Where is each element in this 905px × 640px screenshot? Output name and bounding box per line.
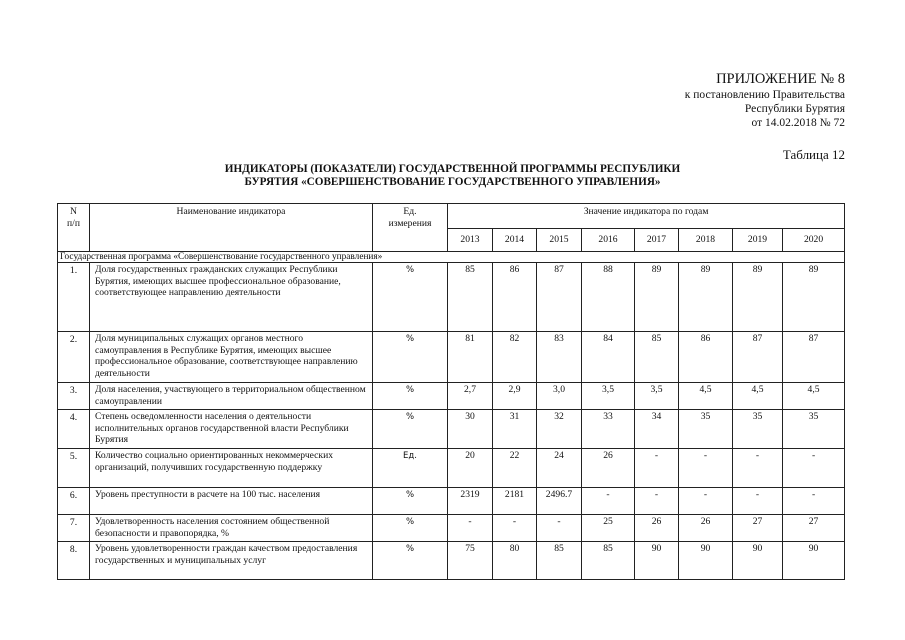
header-number: N п/п — [58, 204, 90, 252]
indicator-name: Удовлетворенность населения состоянием общественной безопасности и правопорядка, % — [90, 515, 373, 542]
value-cell: 85 — [448, 263, 493, 332]
section-label: Государственная программа «Совершенствование государственного управления» — [58, 252, 845, 263]
year-header: 2015 — [537, 229, 582, 252]
year-header: 2019 — [733, 229, 783, 252]
header-unit: Ед. измерения — [373, 204, 448, 252]
approval-line-3: от 14.02.2018 № 72 — [751, 117, 845, 129]
unit-cell: % — [373, 383, 448, 410]
header-values-group: Значение индикатора по годам — [448, 204, 845, 229]
row-number: 8. — [58, 542, 90, 580]
year-header: 2013 — [448, 229, 493, 252]
value-cell: - — [537, 515, 582, 542]
unit-cell: % — [373, 542, 448, 580]
value-cell: 87 — [733, 332, 783, 383]
year-header: 2014 — [493, 229, 537, 252]
value-cell: 20 — [448, 449, 493, 488]
value-cell: 88 — [582, 263, 635, 332]
value-cell: 75 — [448, 542, 493, 580]
value-cell: - — [733, 488, 783, 515]
indicator-name: Степень осведомленности населения о деятельности исполнительных органов государственной власти Республики Бурятия — [90, 410, 373, 449]
value-cell: 22 — [493, 449, 537, 488]
indicator-name: Уровень преступности в расчете на 100 тыс. населения — [90, 488, 373, 515]
value-cell: 85 — [635, 332, 679, 383]
value-cell: 27 — [783, 515, 845, 542]
value-cell: - — [783, 449, 845, 488]
indicator-name: Доля государственных гражданских служащих Республики Бурятия, имеющих высшее профессиональное образование, соответствующее направлению деятельности — [90, 263, 373, 332]
value-cell: 2,9 — [493, 383, 537, 410]
value-cell: 2319 — [448, 488, 493, 515]
value-cell: 90 — [733, 542, 783, 580]
table-row — [58, 449, 845, 488]
value-cell: 33 — [582, 410, 635, 449]
value-cell: 80 — [493, 542, 537, 580]
value-cell: 4,5 — [733, 383, 783, 410]
value-cell: - — [679, 488, 733, 515]
row-number: 4. — [58, 410, 90, 449]
header-name: Наименование индикатора — [90, 204, 373, 252]
value-cell: 90 — [679, 542, 733, 580]
value-cell: - — [679, 449, 733, 488]
indicator-name: Доля муниципальных служащих органов местного самоуправления в Республике Бурятия, имеющих высшее профессиональное образование, соответствующее направлению деятельности — [90, 332, 373, 383]
table-row — [58, 542, 845, 580]
table-row — [58, 332, 845, 383]
table-row — [58, 488, 845, 515]
value-cell: - — [635, 449, 679, 488]
value-cell: 90 — [783, 542, 845, 580]
approval-block — [685, 70, 845, 130]
title-line-1: ИНДИКАТОРЫ (ПОКАЗАТЕЛИ) ГОСУДАРСТВЕННОЙ ПРОГРАММЫ РЕСПУБЛИКИ — [224, 163, 681, 175]
value-cell: 26 — [635, 515, 679, 542]
value-cell: 30 — [448, 410, 493, 449]
value-cell: 2496.7 — [537, 488, 582, 515]
year-header: 2016 — [582, 229, 635, 252]
value-cell: 2181 — [493, 488, 537, 515]
value-cell: 35 — [783, 410, 845, 449]
year-header: 2017 — [635, 229, 679, 252]
value-cell: 83 — [537, 332, 582, 383]
value-cell: 85 — [537, 542, 582, 580]
value-cell: 3,5 — [582, 383, 635, 410]
section-row — [58, 252, 845, 263]
value-cell: 32 — [537, 410, 582, 449]
unit-cell: % — [373, 332, 448, 383]
value-cell: 3,0 — [537, 383, 582, 410]
indicator-name: Уровень удовлетворенности граждан качеством предоставления государственных и муниципальных услуг — [90, 542, 373, 580]
value-cell: 35 — [733, 410, 783, 449]
row-number: 1. — [58, 263, 90, 332]
approval-line-2: Республики Бурятия — [744, 103, 845, 115]
value-cell: 89 — [733, 263, 783, 332]
value-cell: 89 — [679, 263, 733, 332]
value-cell: 27 — [733, 515, 783, 542]
value-cell: 87 — [537, 263, 582, 332]
value-cell: - — [783, 488, 845, 515]
value-cell: - — [448, 515, 493, 542]
row-number: 7. — [58, 515, 90, 542]
value-cell: 35 — [679, 410, 733, 449]
value-cell: 86 — [493, 263, 537, 332]
value-cell: 3,5 — [635, 383, 679, 410]
row-number: 5. — [58, 449, 90, 488]
value-cell: 81 — [448, 332, 493, 383]
value-cell: 90 — [635, 542, 679, 580]
year-header: 2018 — [679, 229, 733, 252]
value-cell: 87 — [783, 332, 845, 383]
value-cell: 82 — [493, 332, 537, 383]
value-cell: 4,5 — [679, 383, 733, 410]
title-line-2: БУРЯТИЯ «СОВЕРШЕНСТВОВАНИЕ ГОСУДАРСТВЕННОГО УПРАВЛЕНИЯ» — [244, 176, 661, 188]
header-row — [58, 204, 845, 229]
value-cell: - — [582, 488, 635, 515]
value-cell: 86 — [679, 332, 733, 383]
value-cell: - — [493, 515, 537, 542]
value-cell: 89 — [783, 263, 845, 332]
unit-cell: % — [373, 410, 448, 449]
row-number: 2. — [58, 332, 90, 383]
document-title — [0, 163, 905, 189]
table-row — [58, 515, 845, 542]
appendix-label: ПРИЛОЖЕНИЕ № 8 — [716, 71, 845, 87]
value-cell: 31 — [493, 410, 537, 449]
indicator-name: Доля населения, участвующего в территориальном общественном самоуправлении — [90, 383, 373, 410]
row-number: 6. — [58, 488, 90, 515]
value-cell: 26 — [582, 449, 635, 488]
value-cell: 84 — [582, 332, 635, 383]
value-cell: 24 — [537, 449, 582, 488]
value-cell: 25 — [582, 515, 635, 542]
unit-cell: % — [373, 263, 448, 332]
unit-cell: Ед. — [373, 449, 448, 488]
table-row — [58, 263, 845, 332]
row-number: 3. — [58, 383, 90, 410]
year-header: 2020 — [783, 229, 845, 252]
unit-cell: % — [373, 488, 448, 515]
table-number: Таблица 12 — [782, 147, 845, 162]
value-cell: 85 — [582, 542, 635, 580]
value-cell: - — [733, 449, 783, 488]
approval-line-1: к постановлению Правительства — [684, 89, 845, 101]
value-cell: 34 — [635, 410, 679, 449]
indicator-name: Количество социально ориентированных некоммерческих организаций, получивших государственную поддержку — [90, 449, 373, 488]
table-row — [58, 410, 845, 449]
unit-cell: % — [373, 515, 448, 542]
indicators-table — [57, 203, 845, 580]
value-cell: 89 — [635, 263, 679, 332]
value-cell: 4,5 — [783, 383, 845, 410]
table-row — [58, 383, 845, 410]
value-cell: - — [635, 488, 679, 515]
value-cell: 2,7 — [448, 383, 493, 410]
value-cell: 26 — [679, 515, 733, 542]
